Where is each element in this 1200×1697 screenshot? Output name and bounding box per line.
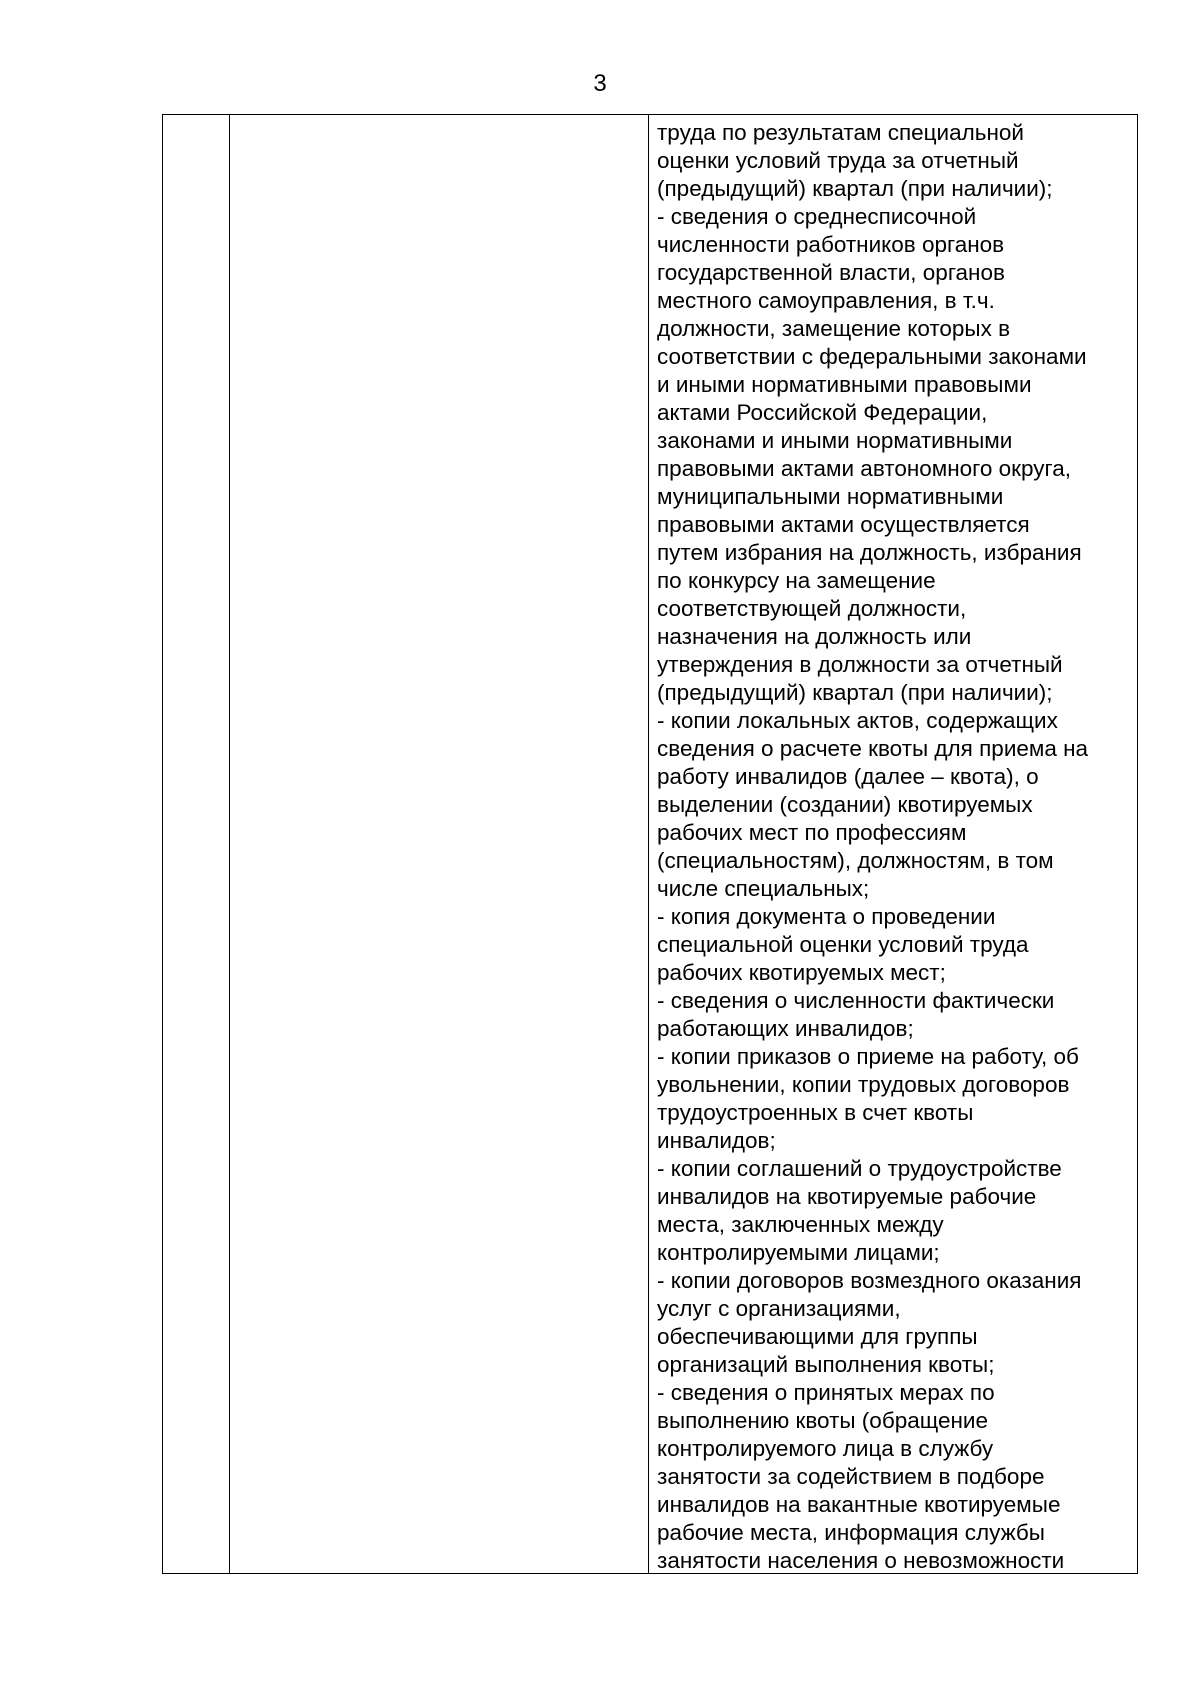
text-line: - копии соглашений о трудоустройстве xyxy=(657,1156,1062,1181)
text-line: рабочих квотируемых мест; xyxy=(657,960,946,985)
text-line: инвалидов на квотируемые рабочие xyxy=(657,1184,1037,1209)
text-line: численности работников органов xyxy=(657,232,1005,257)
text-line: соответствующей должности, xyxy=(657,596,967,621)
number-cell xyxy=(163,115,230,1574)
text-line: актами Российской Федерации, xyxy=(657,400,988,425)
text-line: обеспечивающими для группы xyxy=(657,1324,978,1349)
text-line: занятости населения о невозможности xyxy=(657,1548,1065,1573)
text-line: государственной власти, органов xyxy=(657,260,1005,285)
text-line: выделении (создании) квотируемых xyxy=(657,792,1033,817)
text-line: труда по результатам специальной xyxy=(657,120,1024,145)
text-line: работу инвалидов (далее – квота), о xyxy=(657,764,1039,789)
text-line: (предыдущий) квартал (при наличии); xyxy=(657,680,1053,705)
text-line: контролируемого лица в службу xyxy=(657,1436,994,1461)
text-line: утверждения в должности за отчетный xyxy=(657,652,1063,677)
text-line: (специальностям), должностям, в том xyxy=(657,848,1054,873)
documents-cell xyxy=(649,115,1138,1574)
text-line: и иными нормативными правовыми xyxy=(657,372,1032,397)
text-line: - копия документа о проведении xyxy=(657,904,996,929)
text-line: правовыми актами автономного округа, xyxy=(657,456,1072,481)
text-line: законами и иными нормативными xyxy=(657,428,1013,453)
text-line: контролируемыми лицами; xyxy=(657,1240,940,1265)
text-line: рабочих мест по профессиям xyxy=(657,820,967,845)
text-line: увольнении, копии трудовых договоров xyxy=(657,1072,1070,1097)
text-line: инвалидов; xyxy=(657,1128,776,1153)
text-line: рабочие места, информация службы xyxy=(657,1520,1045,1545)
text-line: соответствии с федеральными законами xyxy=(657,344,1087,369)
text-line: трудоустроенных в счет квоты xyxy=(657,1100,974,1125)
table-row xyxy=(163,115,1138,1574)
text-line: - копии приказов о приеме на работу, об xyxy=(657,1044,1079,1069)
text-line: занятости за содействием в подборе xyxy=(657,1464,1045,1489)
text-line: - копии локальных актов, содержащих xyxy=(657,708,1058,733)
document-table xyxy=(162,114,1138,1574)
text-line: специальной оценки условий труда xyxy=(657,932,1029,957)
text-line: работающих инвалидов; xyxy=(657,1016,914,1041)
text-line: инвалидов на вакантные квотируемые xyxy=(657,1492,1061,1517)
text-line: сведения о расчете квоты для приема на xyxy=(657,736,1089,761)
text-line: места, заключенных между xyxy=(657,1212,944,1237)
text-line: услуг с организациями, xyxy=(657,1296,901,1321)
documents-list xyxy=(649,115,1137,1573)
text-line: - копии договоров возмездного оказания xyxy=(657,1268,1082,1293)
text-line: выполнению квоты (обращение xyxy=(657,1408,989,1433)
text-line: правовыми актами осуществляется xyxy=(657,512,1030,537)
text-line: - сведения о принятых мерах по xyxy=(657,1380,995,1405)
page-number: 3 xyxy=(593,70,607,97)
text-line: назначения на должность или xyxy=(657,624,972,649)
text-line: оценки условий труда за отчетный xyxy=(657,148,1019,173)
text-line: муниципальными нормативными xyxy=(657,484,1004,509)
text-line: (предыдущий) квартал (при наличии); xyxy=(657,176,1053,201)
text-line: по конкурсу на замещение xyxy=(657,568,936,593)
text-line: - сведения о среднесписочной xyxy=(657,204,977,229)
text-line: местного самоуправления, в т.ч. xyxy=(657,288,995,313)
text-line: организаций выполнения квоты; xyxy=(657,1352,995,1377)
name-cell xyxy=(230,115,649,1574)
text-line: - сведения о численности фактически xyxy=(657,988,1055,1013)
text-line: путем избрания на должность, избрания xyxy=(657,540,1082,565)
text-line: должности, замещение которых в xyxy=(657,316,1011,341)
text-line: числе специальных; xyxy=(657,876,870,901)
